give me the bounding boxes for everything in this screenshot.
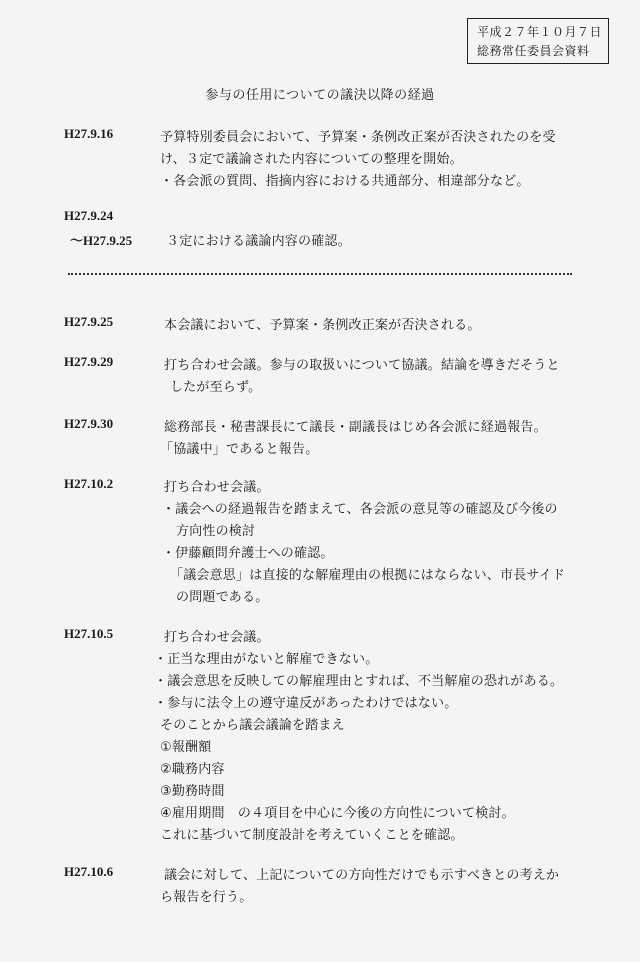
entry-line: の問題である。 xyxy=(176,590,269,605)
entry-line: 議会に対して、上記についての方向性だけでも示すべきとの考えか xyxy=(164,868,560,883)
document-title: 参与の任用についての議決以降の経過 xyxy=(205,88,435,103)
entry-date: H27.9.16 xyxy=(64,126,114,141)
entry-line: ・伊藤顧問弁護士への確認。 xyxy=(162,546,334,561)
entry-line: ・参与に法令上の遵守違反があったわけではない。 xyxy=(154,696,458,711)
entry-line: そのことから議会議論を踏まえ xyxy=(160,718,345,733)
entry-line: ③勤務時間 xyxy=(160,784,225,799)
dotted-divider xyxy=(68,273,572,275)
entry-line: 「協議中」であると報告。 xyxy=(160,442,319,457)
entry-date: H27.10.6 xyxy=(64,864,114,879)
entry-line: ②職務内容 xyxy=(160,762,225,777)
document-stamp-box xyxy=(467,18,609,64)
entry-date-end: ～H27.9.25 xyxy=(70,233,133,248)
entry-date: H27.9.29 xyxy=(64,354,114,369)
entry-line: 予算特別委員会において、予算案・条例改正案が否決されたのを受 xyxy=(160,130,556,145)
entry-line: 打ち合わせ会議。 xyxy=(164,480,270,495)
entry-line: これに基づいて制度設計を考えていくことを確認。 xyxy=(160,828,464,843)
entry-line: 「議会意思」は直接的な解雇理由の根拠にはならない、市長サイド xyxy=(170,568,566,583)
entry-line: ・議会意思を反映しての解雇理由とすれば、不当解雇の恐れがある。 xyxy=(154,674,564,689)
entry-date: H27.9.24 xyxy=(64,208,114,223)
entry-line: 総務部長・秘書課長にて議長・副議長はじめ各会派に経過報告。 xyxy=(164,420,547,435)
entry-line: 打ち合わせ会議。参与の取扱いについて協議。結論を導きだそうと xyxy=(164,358,560,373)
entry-line: ら報告を行う。 xyxy=(160,890,253,905)
entry-date: H27.10.5 xyxy=(64,626,114,641)
entry-line: ①報酬額 xyxy=(160,740,212,755)
entry-line: 打ち合わせ会議。 xyxy=(164,630,270,645)
entry-line: したが至らず。 xyxy=(170,380,262,395)
entry-line: ④雇用期間 の４項目を中心に今後の方向性について検討。 xyxy=(160,806,515,821)
entry-line: ３定における議論内容の確認。 xyxy=(166,234,351,249)
entry-line: ・議会への経過報告を踏まえて、各会派の意見等の確認及び今後の xyxy=(162,502,558,517)
entry-date: H27.9.25 xyxy=(64,314,114,329)
entry-line: ・各会派の質問、指摘内容における共通部分、相違部分など。 xyxy=(160,174,530,189)
stamp-date: 平成２７年１０月７日 xyxy=(477,25,603,39)
entry-line: 方向性の検討 xyxy=(176,524,256,539)
entry-line: ・正当な理由がないと解雇できない。 xyxy=(154,652,379,667)
entry-line: 本会議において、予算案・条例改正案が否決される。 xyxy=(164,318,481,333)
entry-date: H27.9.30 xyxy=(64,416,114,431)
entry-line: け、３定で議論された内容についての整理を開始。 xyxy=(160,152,463,167)
entry-date: H27.10.2 xyxy=(64,476,114,491)
stamp-committee: 総務常任委員会資料 xyxy=(477,44,590,58)
